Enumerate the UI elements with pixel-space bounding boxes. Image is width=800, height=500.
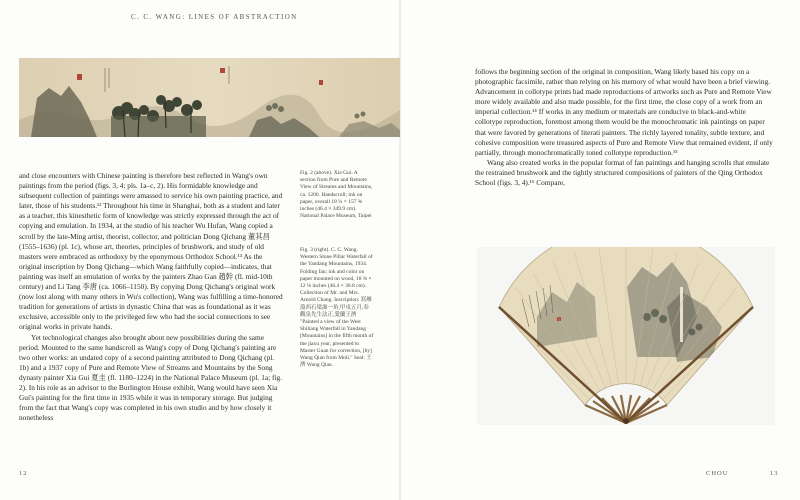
seal-stamp bbox=[220, 68, 225, 73]
paragraph: Yet technological changes also brought about new possibilities during the same period. Mounted to the same handscroll as Wang's copy of Dong Qichang's painting are two other works: an undated copy of a second painting attributed to Dong Qichang (pl. 1b) and a 1937 copy of Pure and Remote View of Streams and Mountains by the Song dynasty painter Xia Gui 夏圭 (fl. 1180–1224) in the National Palace Museum (pl. 1a; fig. 2). In his role as an advisor to the Burlington House exhibit, Wang would have seen Xia Gui's painting for the first time in 1935 while it was in temporary storage. But judging from the fact that Wang's copy was completed in his own studio and by how closely it nonetheless bbox=[19, 332, 283, 423]
page-number-left: 12 bbox=[19, 470, 28, 477]
fan-pivot bbox=[623, 418, 629, 424]
landscape-handscroll-image bbox=[19, 58, 400, 137]
page-number-right: 13 bbox=[770, 470, 779, 477]
paragraph: follows the beginning section of the original in composition, Wang likely based his copy on a photographic facsimile, rather than relying on his memory of what would have been a brief viewing. Advancement in collotype prints had made reproductions of artworks such as Pure and Remote View more widely available and also made possible, for the first time, the close copy of a work from an imperial collection.¹⁴ If works in any medium or materials are conducive to black-and-white collotype reproduction, foremost among them would be the monochromatic ink paintings on paper that were favored by generations of literati painters. The richly layered tonality, subtle texture, and cohesive composition were treasured aspects of Pure and Remote View that remained evident, if only partially, through monochromatically toned collotype reproduction.¹⁵ bbox=[475, 67, 773, 157]
figure-caption-2: Fig. 2 (above). Xia Gui. A section from Pure and Remote View of Streams and Mountains, ca. 1200. Handscroll; ink on paper, overall 18 ¼ × 157 ⅝ inches (46.4 × 349.9 cm). National Palace Museum, Taipei bbox=[300, 170, 373, 220]
figure-caption-3: Fig. 3 (right). C. C. Wang. Western Stone Pillar Waterfall of the Yandang Mountains, 1934. Folding fan; ink and color on paper mounted on wood, 18 ⅜ × 12 ⅛ inches (46.4 × 30.8 cm). Collection of Mr. and Mrs. Arnold Chang. Inscription: 寫雁蕩西石梁瀑一角,甲戌五月,奉觀泉先生法正,愛蘭王濟 "Painted a view of the West Shiliang Waterfall in Yandang [Mountains] in the fifth month of the jiaxu year, presented to Master Guan for correction, [by] Wang Qian from Moli." Seal: 王濟 Wang Qian. bbox=[300, 247, 374, 369]
paragraph: and close encounters with Chinese painting is therefore best reflected in Wang's own paintings from the period (figs. 3, 4; pls. 1a–c, 2). His formidable knowledge and subsequent collection of paintings were amassed to service his own painting practice, and later, those of his students.¹² Throughout his time in Shanghai, both as a student and later as a teacher, this kinesthetic form of knowledge was strictly expressed through the act of copying and emulation. In 1934, at the studio of his teacher Wu Hufan, Wang copied a scroll by the late-Ming artist, theorist, collector, and politician Dong Qichang 董其昌 (1555–1636) (pl. 1c), whose art, theories, principles of brushwork, and study of old masters were embraced as orthodoxy by the eponymous Orthodox School.¹³ As the original inscription by Dong Qichang—which Wang faithfully copied—indicates, that painting was itself an emulation of works by the painters Zhao Gan 趙幹 (fl. mid-10th century) and Li Tang 李唐 (ca. 1066–1150). By copying Dong Qichang's original work (now lost along with many others in Wu's collection), Wang was fulfilling a time-honored tradition for generations of artists in dynastic China that was as foundational as it was exclusive, accessible only to the privileged few who had the social connections to see original works in private hands. bbox=[19, 171, 283, 332]
running-head: C. C. WANG: LINES OF ABSTRACTION bbox=[131, 13, 298, 21]
left-body-text bbox=[19, 171, 285, 423]
seal-stamp bbox=[319, 80, 323, 85]
running-foot-author: CHOU bbox=[706, 470, 729, 477]
paragraph: Wang also created works in the popular format of fan paintings and hanging scrolls that emulate the restrained brushwork and the tightly structured compositions of painters of the Qing Orthodox School (figs. 3, 4).¹⁶ Compare, bbox=[475, 157, 770, 188]
right-body-text bbox=[475, 67, 775, 188]
folding-fan-image bbox=[477, 247, 775, 425]
seal-stamp bbox=[77, 74, 82, 80]
